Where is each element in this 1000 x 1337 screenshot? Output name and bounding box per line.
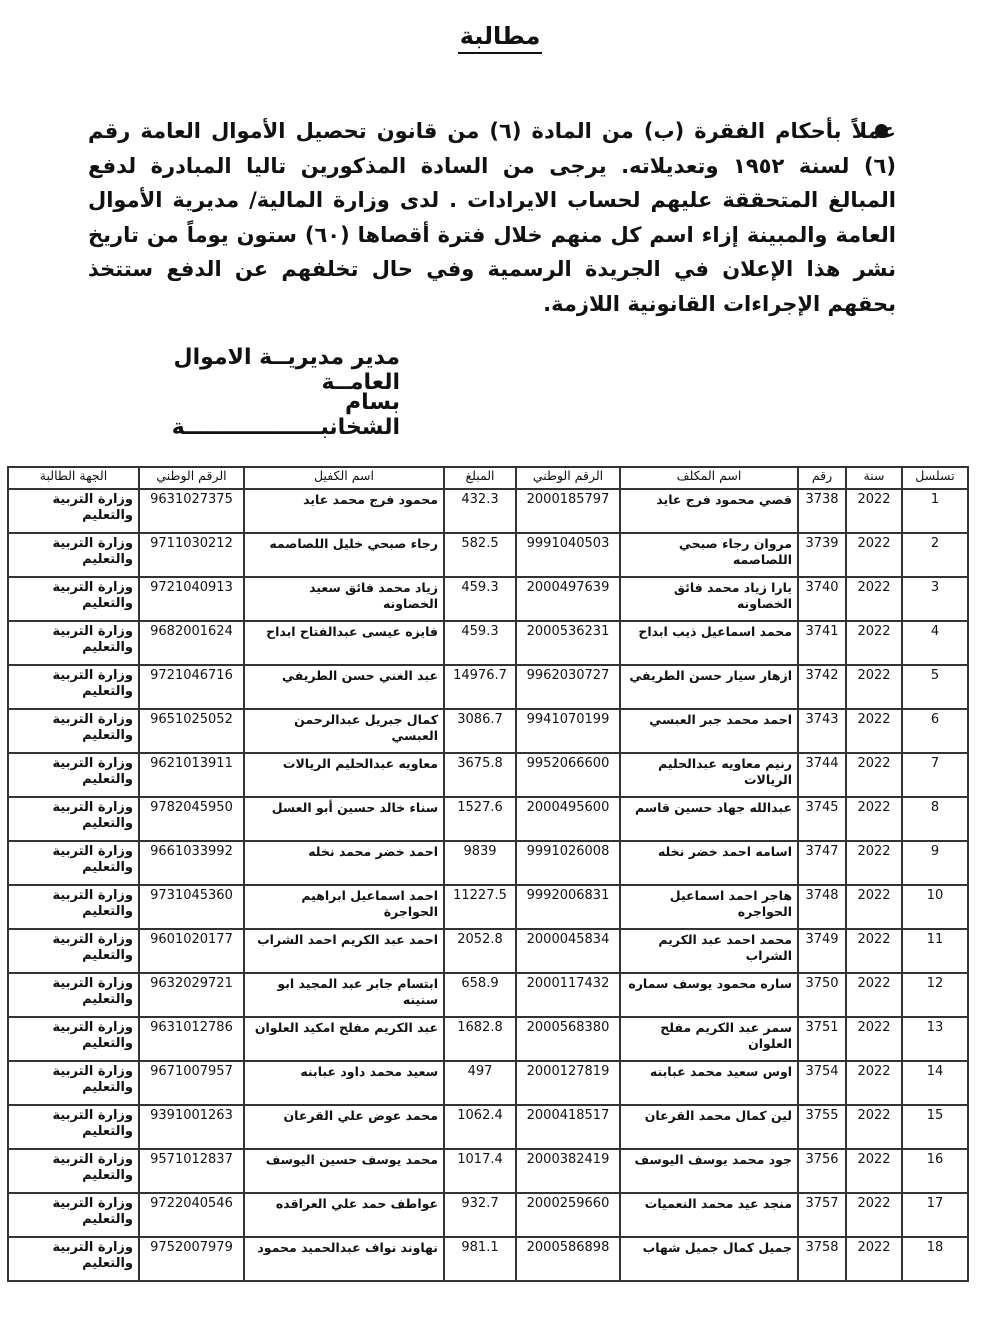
cell-serial: 16 [902, 1149, 968, 1193]
cell-guarantor-name: كمال جبريل عبدالرحمن العبسي [244, 709, 444, 753]
header-col-taxpayer-national-id: الرقم الوطني [516, 467, 620, 489]
cell-number: 3749 [798, 929, 846, 973]
cell-taxpayer-national-id: 2000418517 [516, 1105, 620, 1149]
cell-guarantor-national-id: 9782045950 [139, 797, 244, 841]
cell-taxpayer-name: سمر عبد الكريم مفلح العلوان [620, 1017, 798, 1061]
cell-taxpayer-national-id: 2000382419 [516, 1149, 620, 1193]
cell-year: 2022 [846, 1149, 902, 1193]
cell-serial: 7 [902, 753, 968, 797]
table-row [8, 577, 968, 621]
header-col-serial: تسلسل [902, 467, 968, 489]
cell-guarantor-name: نهاوند نواف عبدالحميد محمود [244, 1237, 444, 1281]
cell-year: 2022 [846, 1017, 902, 1061]
cell-number: 3754 [798, 1061, 846, 1105]
cell-amount: 932.7 [444, 1193, 516, 1237]
cell-requesting-authority: وزارة التربية والتعليم [8, 709, 139, 753]
header-col-requesting-authority: الجهة الطالبة [8, 467, 139, 489]
table-row [8, 709, 968, 753]
cell-amount: 2052.8 [444, 929, 516, 973]
cell-guarantor-name: ابتسام جابر عبد المجيد ابو سنينه [244, 973, 444, 1017]
cell-number: 3758 [798, 1237, 846, 1281]
cell-guarantor-national-id: 9671007957 [139, 1061, 244, 1105]
table-row [8, 1237, 968, 1281]
cell-amount: 981.1 [444, 1237, 516, 1281]
cell-number: 3741 [798, 621, 846, 665]
table-row [8, 753, 968, 797]
header-col-number: رقم [798, 467, 846, 489]
cell-taxpayer-name: مروان رجاء صبحي اللصاصمه [620, 533, 798, 577]
cell-taxpayer-national-id: 2000536231 [516, 621, 620, 665]
cell-number: 3750 [798, 973, 846, 1017]
cell-guarantor-national-id: 9631027375 [139, 489, 244, 533]
cell-year: 2022 [846, 753, 902, 797]
table-body [8, 489, 968, 1281]
cell-guarantor-national-id: 9682001624 [139, 621, 244, 665]
cell-guarantor-national-id: 9711030212 [139, 533, 244, 577]
cell-requesting-authority: وزارة التربية والتعليم [8, 973, 139, 1017]
cell-guarantor-name: رجاء صبحي خليل اللصاصمه [244, 533, 444, 577]
cell-year: 2022 [846, 841, 902, 885]
cell-serial: 13 [902, 1017, 968, 1061]
header-col-taxpayer-name: اسم المكلف [620, 467, 798, 489]
cell-guarantor-name: سعيد محمد داود عبابنه [244, 1061, 444, 1105]
cell-amount: 459.3 [444, 621, 516, 665]
cell-guarantor-national-id: 9721040913 [139, 577, 244, 621]
cell-guarantor-name: محمود فرج محمد عايد [244, 489, 444, 533]
cell-number: 3757 [798, 1193, 846, 1237]
cell-year: 2022 [846, 1237, 902, 1281]
cell-year: 2022 [846, 621, 902, 665]
cell-guarantor-national-id: 9601020177 [139, 929, 244, 973]
cell-guarantor-name: سناء خالد حسين أبو العسل [244, 797, 444, 841]
cell-number: 3748 [798, 885, 846, 929]
cell-guarantor-national-id: 9651025052 [139, 709, 244, 753]
cell-amount: 497 [444, 1061, 516, 1105]
cell-guarantor-name: احمد خضر محمد نخله [244, 841, 444, 885]
cell-amount: 582.5 [444, 533, 516, 577]
cell-guarantor-name: عبد الكريم مفلح امكيد العلوان [244, 1017, 444, 1061]
cell-guarantor-national-id: 9391001263 [139, 1105, 244, 1149]
cell-requesting-authority: وزارة التربية والتعليم [8, 533, 139, 577]
cell-taxpayer-name: محمد اسماعيل ذيب ابداح [620, 621, 798, 665]
signature-name: بسام الشخانبــــــــــــــــــة [171, 390, 400, 440]
cell-requesting-authority: وزارة التربية والتعليم [8, 1237, 139, 1281]
cell-guarantor-national-id: 9631012786 [139, 1017, 244, 1061]
table-row [8, 1193, 968, 1237]
cell-year: 2022 [846, 665, 902, 709]
cell-requesting-authority: وزارة التربية والتعليم [8, 1017, 139, 1061]
cell-requesting-authority: وزارة التربية والتعليم [8, 621, 139, 665]
document-title [0, 22, 1000, 50]
cell-amount: 11227.5 [444, 885, 516, 929]
header-col-year: سنة [846, 467, 902, 489]
cell-taxpayer-national-id: 2000045834 [516, 929, 620, 973]
cell-guarantor-name: احمد عبد الكريم احمد الشراب [244, 929, 444, 973]
cell-taxpayer-national-id: 9991026008 [516, 841, 620, 885]
cell-requesting-authority: وزارة التربية والتعليم [8, 489, 139, 533]
cell-guarantor-national-id: 9621013911 [139, 753, 244, 797]
cell-serial: 4 [902, 621, 968, 665]
cell-guarantor-national-id: 9752007979 [139, 1237, 244, 1281]
cell-year: 2022 [846, 973, 902, 1017]
cell-taxpayer-national-id: 2000568380 [516, 1017, 620, 1061]
cell-year: 2022 [846, 709, 902, 753]
cell-taxpayer-name: اسامه احمد خضر نخله [620, 841, 798, 885]
notice-paragraph: عملاً بأحكام الفقرة (ب) من المادة (٦) من قانون تحصيل الأموال العامة رقم (٦) لسنة ١٩٥٢ وتعديلاته. يرجى من السادة المذكورين تاليا المبادرة لدفع المبالغ المتحققة عليهم لحساب الايرادات . لدى وزارة المالية/ مديرية الأموال العامة والمبينة إزاء اسم كل منهم خلال فترة أقصاها (٦٠) ستون يوماً من تاريخ نشر هذا الإعلان في الجريدة الرسمية وفي حال تخلفهم عن الدفع ستتخذ بحقهم الإجراءات القانونية اللازمة. [88, 119, 897, 316]
claims-table [7, 466, 969, 1282]
cell-taxpayer-name: لين كمال محمد القرعان [620, 1105, 798, 1149]
cell-serial: 12 [902, 973, 968, 1017]
cell-amount: 3086.7 [444, 709, 516, 753]
cell-guarantor-name: عبد الغني حسن الطريفي [244, 665, 444, 709]
signature-position: مدير مديريــة الاموال العامــة [173, 345, 400, 395]
cell-serial: 18 [902, 1237, 968, 1281]
cell-taxpayer-national-id: 9952066600 [516, 753, 620, 797]
cell-year: 2022 [846, 1061, 902, 1105]
cell-year: 2022 [846, 1105, 902, 1149]
cell-year: 2022 [846, 533, 902, 577]
cell-serial: 2 [902, 533, 968, 577]
cell-taxpayer-name: رنيم معاويه عبدالحليم الريالات [620, 753, 798, 797]
cell-amount: 1682.8 [444, 1017, 516, 1061]
cell-requesting-authority: وزارة التربية والتعليم [8, 841, 139, 885]
cell-taxpayer-national-id: 2000497639 [516, 577, 620, 621]
cell-taxpayer-national-id: 2000259660 [516, 1193, 620, 1237]
cell-taxpayer-name: احمد محمد جبر العبسي [620, 709, 798, 753]
cell-guarantor-name: معاويه عبدالحليم الريالات [244, 753, 444, 797]
table-row [8, 885, 968, 929]
cell-taxpayer-national-id: 2000586898 [516, 1237, 620, 1281]
cell-amount: 1017.4 [444, 1149, 516, 1193]
cell-number: 3739 [798, 533, 846, 577]
cell-year: 2022 [846, 929, 902, 973]
cell-guarantor-national-id: 9731045360 [139, 885, 244, 929]
table-row [8, 1149, 968, 1193]
cell-serial: 9 [902, 841, 968, 885]
cell-guarantor-name: محمد عوض علي القرعان [244, 1105, 444, 1149]
cell-taxpayer-name: اوس سعيد محمد عبابنه [620, 1061, 798, 1105]
cell-number: 3744 [798, 753, 846, 797]
table-row [8, 489, 968, 533]
header-col-guarantor-national-id: الرقم الوطني [139, 467, 244, 489]
cell-number: 3755 [798, 1105, 846, 1149]
cell-serial: 10 [902, 885, 968, 929]
cell-amount: 3675.8 [444, 753, 516, 797]
cell-amount: 658.9 [444, 973, 516, 1017]
cell-requesting-authority: وزارة التربية والتعليم [8, 1061, 139, 1105]
cell-amount: 14976.7 [444, 665, 516, 709]
cell-guarantor-name: احمد اسماعيل ابراهيم الحواجرة [244, 885, 444, 929]
cell-guarantor-name: زياد محمد فائق سعيد الخصاونه [244, 577, 444, 621]
cell-taxpayer-name: منجد عيد محمد النعميات [620, 1193, 798, 1237]
cell-taxpayer-name: قصي محمود فرج عايد [620, 489, 798, 533]
cell-year: 2022 [846, 1193, 902, 1237]
cell-taxpayer-national-id: 2000185797 [516, 489, 620, 533]
cell-taxpayer-name: يارا زياد محمد فائق الخصاونه [620, 577, 798, 621]
cell-year: 2022 [846, 577, 902, 621]
cell-requesting-authority: وزارة التربية والتعليم [8, 885, 139, 929]
cell-number: 3740 [798, 577, 846, 621]
cell-amount: 459.3 [444, 577, 516, 621]
cell-requesting-authority: وزارة التربية والتعليم [8, 577, 139, 621]
cell-number: 3742 [798, 665, 846, 709]
cell-taxpayer-national-id: 9991040503 [516, 533, 620, 577]
table-row [8, 665, 968, 709]
cell-guarantor-national-id: 9571012837 [139, 1149, 244, 1193]
cell-taxpayer-national-id: 2000127819 [516, 1061, 620, 1105]
cell-requesting-authority: وزارة التربية والتعليم [8, 1193, 139, 1237]
cell-taxpayer-name: ازهار سيار حسن الطريفي [620, 665, 798, 709]
cell-requesting-authority: وزارة التربية والتعليم [8, 929, 139, 973]
cell-taxpayer-national-id: 9941070199 [516, 709, 620, 753]
cell-guarantor-national-id: 9722040546 [139, 1193, 244, 1237]
cell-taxpayer-national-id: 2000495600 [516, 797, 620, 841]
cell-guarantor-name: عواطف حمد علي العراقده [244, 1193, 444, 1237]
cell-taxpayer-name: محمد احمد عبد الكريم الشراب [620, 929, 798, 973]
table-row [8, 1017, 968, 1061]
cell-taxpayer-name: عبدالله جهاد حسين قاسم [620, 797, 798, 841]
cell-requesting-authority: وزارة التربية والتعليم [8, 753, 139, 797]
cell-guarantor-national-id: 9721046716 [139, 665, 244, 709]
table-row [8, 1061, 968, 1105]
table-row [8, 973, 968, 1017]
cell-year: 2022 [846, 489, 902, 533]
cell-year: 2022 [846, 797, 902, 841]
title-text: مطالبة [458, 22, 543, 54]
cell-taxpayer-name: ساره محمود يوسف سماره [620, 973, 798, 1017]
table-row [8, 797, 968, 841]
cell-taxpayer-name: جود محمد يوسف اليوسف [620, 1149, 798, 1193]
cell-number: 3756 [798, 1149, 846, 1193]
header-col-amount: المبلغ [444, 467, 516, 489]
table-row [8, 929, 968, 973]
cell-serial: 11 [902, 929, 968, 973]
cell-serial: 17 [902, 1193, 968, 1237]
table-header-row [8, 467, 968, 489]
table-row [8, 841, 968, 885]
table-row [8, 1105, 968, 1149]
cell-taxpayer-name: جميل كمال جميل شهاب [620, 1237, 798, 1281]
cell-serial: 14 [902, 1061, 968, 1105]
cell-guarantor-name: فايزه عيسى عبدالفتاح ابداح [244, 621, 444, 665]
header-col-guarantor-name: اسم الكفيل [244, 467, 444, 489]
cell-requesting-authority: وزارة التربية والتعليم [8, 665, 139, 709]
cell-serial: 15 [902, 1105, 968, 1149]
cell-serial: 3 [902, 577, 968, 621]
cell-taxpayer-national-id: 2000117432 [516, 973, 620, 1017]
cell-number: 3743 [798, 709, 846, 753]
cell-requesting-authority: وزارة التربية والتعليم [8, 797, 139, 841]
cell-requesting-authority: وزارة التربية والتعليم [8, 1105, 139, 1149]
cell-serial: 6 [902, 709, 968, 753]
cell-guarantor-name: محمد يوسف حسين اليوسف [244, 1149, 444, 1193]
cell-number: 3751 [798, 1017, 846, 1061]
cell-amount: 1062.4 [444, 1105, 516, 1149]
cell-amount: 1527.6 [444, 797, 516, 841]
cell-serial: 5 [902, 665, 968, 709]
cell-year: 2022 [846, 885, 902, 929]
table-row [8, 533, 968, 577]
table-row [8, 621, 968, 665]
cell-serial: 1 [902, 489, 968, 533]
cell-taxpayer-name: هاجر احمد اسماعيل الحواجره [620, 885, 798, 929]
cell-guarantor-national-id: 9632029721 [139, 973, 244, 1017]
cell-number: 3747 [798, 841, 846, 885]
cell-number: 3745 [798, 797, 846, 841]
cell-amount: 9839 [444, 841, 516, 885]
cell-amount: 432.3 [444, 489, 516, 533]
cell-taxpayer-national-id: 9962030727 [516, 665, 620, 709]
cell-number: 3738 [798, 489, 846, 533]
cell-serial: 8 [902, 797, 968, 841]
cell-requesting-authority: وزارة التربية والتعليم [8, 1149, 139, 1193]
cell-guarantor-national-id: 9661033992 [139, 841, 244, 885]
cell-taxpayer-national-id: 9992006831 [516, 885, 620, 929]
